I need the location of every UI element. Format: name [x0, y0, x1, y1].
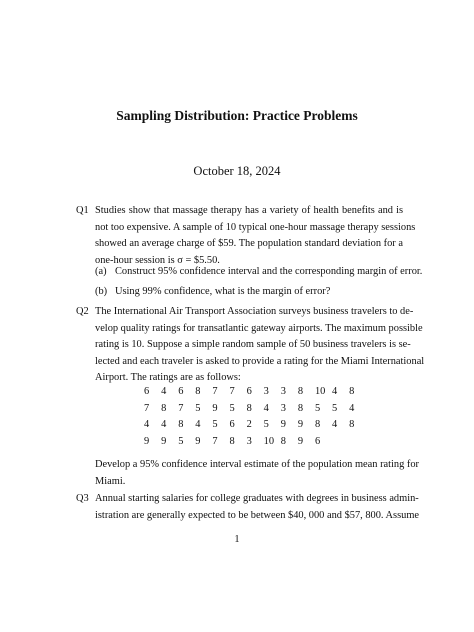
rating-value: 9 [297, 435, 304, 447]
rating-value: 4 [332, 386, 338, 397]
document-title: Sampling Distribution: Practice Problems [116, 108, 358, 123]
q2-text [95, 304, 425, 387]
ratings-row [144, 384, 366, 401]
q2-line: lected and each traveler is asked to provide a rating for the Miami International [95, 355, 425, 367]
rating-value: 8 [229, 435, 235, 447]
ratings-row [144, 434, 366, 451]
rating-value: 6 [229, 419, 235, 430]
q1-line: Studies show that massage therapy has a variety of health benefits and is [95, 205, 403, 216]
rating-value: 8 [246, 402, 252, 414]
q3-label: Q3 [76, 493, 89, 504]
rating-value: 9 [212, 402, 218, 414]
rating-value: 8 [195, 386, 201, 397]
q2-followup-line: Develop a 95% confidence interval estimate of the population mean rating for [95, 459, 420, 470]
q2-line: velop quality ratings for transatlantic gateway airports. The maximum possible [95, 322, 423, 334]
rating-value: 9 [297, 419, 304, 430]
q1-part-b [95, 286, 330, 297]
rating-value: 9 [144, 435, 150, 447]
rating-value: 8 [314, 419, 321, 430]
rating-value: 4 [332, 419, 338, 430]
rating-value: 3 [280, 386, 286, 397]
rating-value: 6 [246, 386, 252, 397]
rating-value: 7 [178, 402, 184, 414]
q3-text [95, 491, 420, 524]
rating-value: 4 [161, 419, 167, 430]
rating-value: 8 [349, 386, 355, 397]
rating-value: 10 [263, 435, 275, 447]
rating-value: 9 [195, 435, 201, 447]
q2-label: Q2 [76, 306, 89, 317]
ratings-row [144, 401, 366, 418]
q2-followup [95, 457, 420, 490]
rating-value: 9 [280, 419, 286, 430]
rating-value: 3 [246, 435, 252, 447]
rating-value: 5 [263, 419, 269, 430]
rating-value: 6 [178, 386, 184, 397]
rating-value: 7 [144, 402, 150, 414]
rating-value: 7 [212, 435, 218, 447]
q2-line: Airport. The ratings are as follows: [95, 372, 241, 383]
rating-value: 5 [314, 402, 321, 414]
rating-value: 10 [314, 386, 326, 397]
q3-line: Annual starting salaries for college graduates with degrees in business admin- [95, 493, 419, 504]
rating-value: 6 [144, 386, 150, 397]
rating-value: 8 [297, 402, 304, 414]
rating-value: 5 [178, 435, 184, 447]
ratings-row [144, 417, 366, 434]
q2-followup-line: Miami. [95, 475, 126, 487]
rating-value: 4 [144, 419, 150, 430]
ratings-table [144, 384, 366, 450]
q1-line: one-hour session is σ = $5.50. [95, 254, 220, 266]
rating-value: 3 [280, 402, 286, 414]
rating-value: 7 [229, 386, 235, 397]
rating-value: 5 [195, 402, 201, 414]
rating-value: 8 [280, 435, 286, 447]
q1-line: not too expensive. A sample of 10 typical one-hour massage therapy sessions [95, 221, 416, 233]
q1-line: showed an average charge of $59. The population standard deviation for a [95, 238, 403, 249]
q1-part-a-label: (a) [95, 266, 107, 277]
q1-part-a-text: Construct 95% confidence interval and the corresponding margin of error. [115, 266, 423, 277]
rating-value: 5 [229, 402, 235, 414]
rating-value: 4 [195, 419, 201, 430]
q2-line: The International Air Transport Association surveys business travelers to de- [95, 306, 414, 317]
rating-value: 8 [178, 419, 184, 430]
rating-value: 8 [161, 402, 167, 414]
rating-value: 7 [212, 386, 218, 397]
page-number: 1 [234, 534, 240, 545]
rating-value: 9 [161, 435, 167, 447]
document-date: October 18, 2024 [193, 164, 281, 178]
rating-value: 8 [349, 419, 355, 430]
rating-value: 5 [332, 402, 338, 414]
q1-part-a [95, 266, 422, 277]
rating-value: 8 [297, 386, 304, 397]
rating-value: 6 [314, 435, 321, 447]
q1-label: Q1 [76, 205, 89, 216]
rating-value: 5 [212, 419, 218, 430]
rating-value: 3 [263, 386, 269, 397]
rating-value: 4 [263, 402, 269, 414]
rating-value: 2 [246, 419, 252, 430]
q2-line: rating is 10. Suppose a simple random sample of 50 business travelers is se- [95, 339, 411, 350]
q3-line: istration are generally expected to be between $40, 000 and $57, 800. Assume [95, 509, 420, 521]
q1-part-b-text: Using 99% confidence, what is the margin of error? [115, 286, 331, 297]
q1-text [95, 203, 416, 269]
rating-value: 4 [349, 402, 355, 414]
q1-part-b-label: (b) [95, 286, 108, 297]
rating-value: 4 [161, 386, 167, 397]
